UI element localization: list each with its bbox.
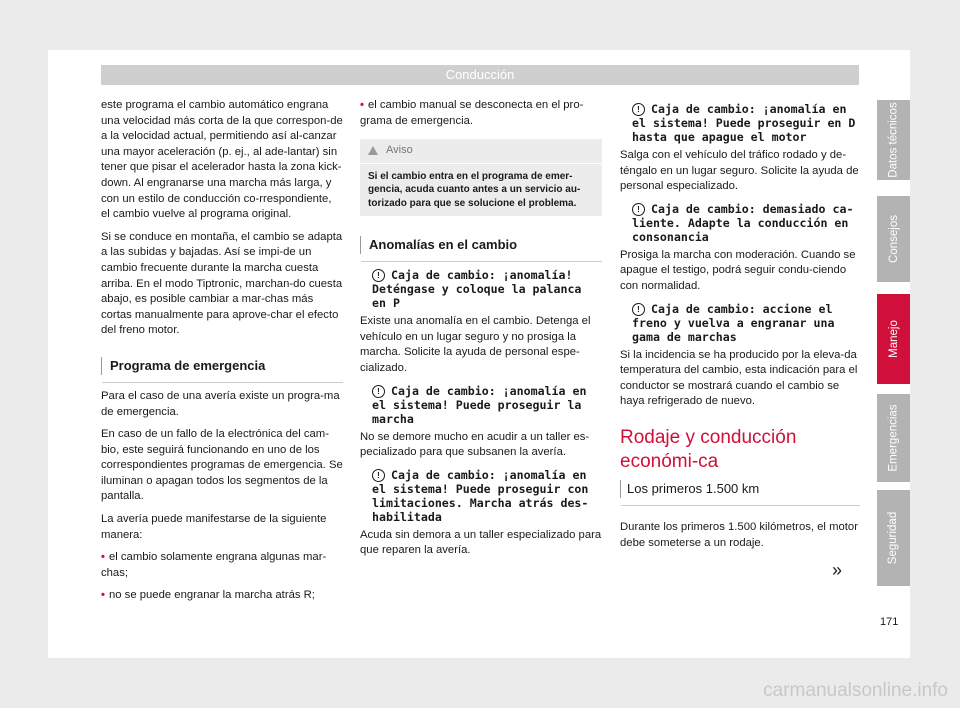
info-icon: ! xyxy=(372,269,385,282)
display-message-text: Caja de cambio: ¡anomalía en el sistema! Puede proseguir en D hasta que apague el motor xyxy=(632,102,856,144)
page-number: 171 xyxy=(880,616,899,628)
display-message xyxy=(620,102,860,144)
display-message-text: Caja de cambio: accione el freno y vuelva a engranar una gama de marchas xyxy=(632,301,835,344)
paragraph: Existe una anomalía en el cambio. Detenga el vehículo en un lugar seguro y no prosiga la marcha. Solicite la ayuda de personal espe-cializado. xyxy=(360,315,591,375)
section-heading-programa-emergencia: Programa de emergencia xyxy=(101,357,343,375)
display-message-text: Caja de cambio: ¡anomalía en el sistema! Puede proseguir la marcha xyxy=(372,383,587,426)
column-right xyxy=(620,98,860,558)
paragraph: Durante los primeros 1.500 kilómetros, el motor debe someterse a un rodaje. xyxy=(620,520,858,549)
tab-label: Consejos xyxy=(887,215,900,263)
display-message xyxy=(360,268,602,310)
list-item xyxy=(360,98,602,129)
info-icon: ! xyxy=(632,303,645,316)
paragraph: No se demore mucho en acudir a un taller es-pecializado para que subsanen la avería. xyxy=(360,430,590,459)
paragraph: Salga con el vehículo del tráfico rodado y de-téngalo en un lugar seguro. Solicite la ayuda de personal especializado. xyxy=(620,149,859,193)
paragraph: Si la incidencia se ha producido por la eleva-da temperatura del cambio, esta indicación para el conductor se mostrará cuando el cambio se haya refrigerado de nuevo. xyxy=(620,348,858,408)
display-message-text: Caja de cambio: demasiado ca-liente. Adapte la conducción en consonancia xyxy=(632,201,854,244)
tab-label: Manejo xyxy=(887,320,900,358)
list-item xyxy=(101,550,343,581)
watermark-url: carmanualsonline.info xyxy=(763,680,948,701)
paragraph: La avería puede manifestarse de la siguiente manera: xyxy=(101,513,327,541)
display-message xyxy=(360,468,602,524)
tab-datos-tecnicos[interactable] xyxy=(877,100,910,180)
paragraph: Prosiga la marcha con moderación. Cuando se apague el testigo, podrá seguir condu-ciendo con normalidad. xyxy=(620,248,856,292)
paragraph: En caso de un fallo de la electrónica del cam-bio, este seguirá funcionando en uno de los correspondientes programas de emergencia. Se iluminan o apagan todos los segmentos de la pantalla. xyxy=(101,428,343,503)
display-message-text: Caja de cambio: ¡anomalía en el sistema! Puede proseguir con limitaciones. Marcha atrás des-habilitada xyxy=(372,467,589,524)
section-heading-primeros-km: Los primeros 1.500 km xyxy=(620,480,860,498)
list-item xyxy=(101,588,343,604)
continue-arrow-icon: » xyxy=(832,560,843,580)
tab-label: Seguridad xyxy=(887,511,900,565)
section-heading-anomalias: Anomalías en el cambio xyxy=(360,236,602,254)
list-item-text: no se puede engranar la marcha atrás R; xyxy=(108,589,315,602)
info-icon: ! xyxy=(632,103,645,116)
warning-triangle-icon xyxy=(368,146,378,155)
info-icon: ! xyxy=(372,469,385,482)
tab-manejo[interactable] xyxy=(877,294,910,384)
tab-seguridad[interactable] xyxy=(877,490,910,586)
notice-label: Aviso xyxy=(386,144,413,157)
display-message xyxy=(360,384,602,426)
paragraph: Acuda sin demora a un taller especializado para que reparen la avería. xyxy=(360,528,602,557)
tab-label: Emergencias xyxy=(887,404,900,472)
bullet-icon: • xyxy=(101,551,105,564)
bullet-icon: • xyxy=(101,589,105,602)
notice-box xyxy=(360,139,602,216)
bullet-icon: • xyxy=(360,99,364,111)
page-header: Conducción xyxy=(101,65,859,85)
list-item-text: el cambio manual se desconecta en el pro-grama de emergencia. xyxy=(360,99,584,127)
notice-header xyxy=(360,139,602,164)
tab-consejos[interactable] xyxy=(877,196,910,282)
column-left xyxy=(101,98,343,611)
list-item-text: el cambio solamente engrana algunas mar-chas; xyxy=(101,551,327,579)
paragraph: Para el caso de una avería existe un progra-ma de emergencia. xyxy=(101,389,340,418)
tab-label: Datos técnicos xyxy=(887,102,900,178)
display-message xyxy=(620,302,860,344)
tab-emergencias[interactable] xyxy=(877,394,910,482)
notice-text: Si el cambio entra en el programa de emer-gencia, acuda cuanto antes a un servicio au-torizado para que se solucione el problema. xyxy=(368,170,581,209)
info-icon: ! xyxy=(372,385,385,398)
display-message-text: Caja de cambio: ¡anomalía! Deténgase y coloque la palanca en P xyxy=(372,268,582,311)
paragraph: Si se conduce en montaña, el cambio se adapta a las subidas y bajadas. Así se impi-de un cambio frecuente durante la marcha cuesta arriba. En el modo Tiptronic, marchan-do cuesta abajo, es posible cambiar a mar-chas más cortas manualmente para aprove-char el efecto del freno motor. xyxy=(101,230,343,337)
paragraph: este programa el cambio automático engrana una velocidad más corta de la que correspon-de a la velocidad actual, permitiendo así al-canzar una mayor aceleración (p. ej., al ade-lantar) sin tener que pisar el acelerador hasta la zona kick-down. Al engranarse una marcha más larga, y con un estilo de conducción co-rrespondiente, el cambio vuelve al programa original. xyxy=(101,99,343,221)
chapter-title: Rodaje y conducción económi-ca xyxy=(620,426,797,472)
display-message xyxy=(620,202,860,244)
info-icon: ! xyxy=(632,203,645,216)
column-middle xyxy=(360,98,602,566)
